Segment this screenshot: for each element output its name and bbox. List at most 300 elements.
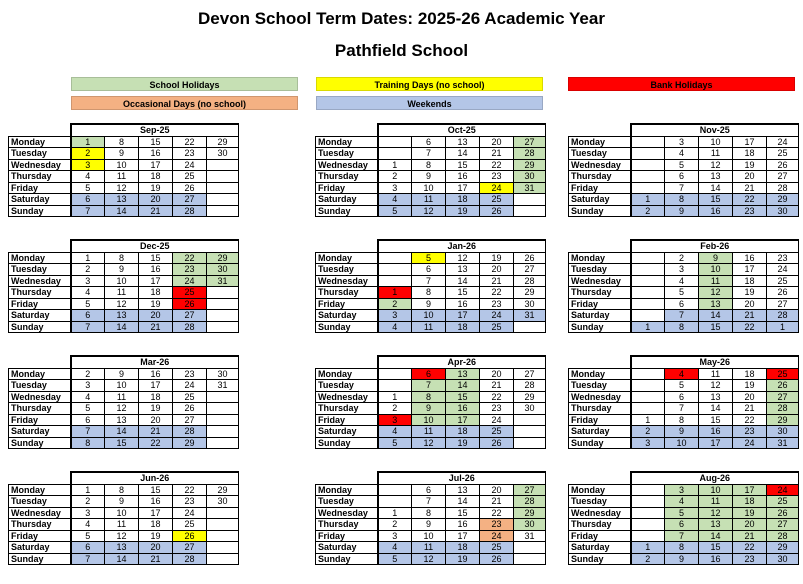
date-cell: 25 [173,171,207,183]
date-cell: 28 [767,182,799,194]
day-label: Friday [316,298,378,310]
date-cell: 27 [767,519,799,531]
date-cell [207,437,239,449]
date-cell: 7 [665,403,699,415]
day-label: Wednesday [9,507,71,519]
date-cell: 14 [446,148,480,160]
date-cell: 14 [105,553,139,565]
date-cell: 9 [665,426,699,438]
date-cell: 11 [699,148,733,160]
date-cell: 22 [480,391,514,403]
date-cell: 7 [71,321,105,333]
month-header: Jun-26 [71,472,239,484]
day-label: Sunday [316,205,378,217]
date-cell: 4 [378,542,412,554]
date-cell: 2 [631,426,665,438]
date-cell: 12 [699,287,733,299]
date-cell: 30 [207,368,239,380]
date-cell: 27 [767,298,799,310]
month-table-aug-26 [568,471,799,565]
day-label: Monday [9,368,71,380]
date-cell: 20 [480,484,514,496]
date-cell [207,426,239,438]
date-cell: 7 [71,426,105,438]
day-label: Monday [569,368,631,380]
date-cell: 25 [480,194,514,206]
date-cell [514,426,546,438]
date-cell: 23 [173,264,207,276]
date-cell: 2 [631,553,665,565]
date-cell: 3 [665,136,699,148]
date-cell: 15 [446,507,480,519]
date-cell: 14 [446,496,480,508]
day-label: Tuesday [569,264,631,276]
date-cell: 6 [71,542,105,554]
day-label: Saturday [316,310,378,322]
date-cell [514,542,546,554]
date-cell: 30 [514,519,546,531]
date-cell: 29 [767,194,799,206]
date-cell: 21 [733,530,767,542]
date-cell [207,553,239,565]
date-cell: 6 [665,391,699,403]
date-cell: 21 [139,205,173,217]
date-cell: 24 [480,310,514,322]
day-label: Tuesday [569,148,631,160]
date-cell: 2 [665,252,699,264]
date-cell [207,507,239,519]
date-cell: 15 [139,252,173,264]
date-cell: 24 [173,159,207,171]
date-cell: 21 [480,275,514,287]
date-cell: 2 [71,264,105,276]
date-cell: 23 [480,403,514,415]
date-cell: 19 [446,437,480,449]
date-cell: 10 [665,437,699,449]
date-cell: 1 [631,542,665,554]
date-cell: 15 [105,437,139,449]
date-cell [631,519,665,531]
date-cell: 16 [139,368,173,380]
date-cell: 4 [378,426,412,438]
date-cell: 1 [378,159,412,171]
date-cell: 20 [733,391,767,403]
day-label: Tuesday [316,380,378,392]
date-cell: 20 [139,310,173,322]
date-cell: 30 [767,553,799,565]
month-table-jan-26 [315,239,546,333]
date-cell: 14 [105,321,139,333]
date-cell: 16 [733,252,767,264]
date-cell: 24 [480,530,514,542]
date-cell: 26 [173,182,207,194]
date-cell: 25 [767,148,799,160]
date-cell [207,403,239,415]
date-cell: 19 [733,159,767,171]
date-cell: 10 [412,182,446,194]
date-cell: 29 [514,507,546,519]
date-cell [207,310,239,322]
date-cell: 8 [105,136,139,148]
date-cell: 1 [71,484,105,496]
date-cell [631,252,665,264]
date-cell: 14 [446,380,480,392]
date-cell: 8 [412,287,446,299]
date-cell: 29 [514,159,546,171]
date-cell: 30 [767,205,799,217]
day-label: Thursday [569,519,631,531]
date-cell: 27 [514,484,546,496]
date-cell: 24 [173,380,207,392]
date-cell: 21 [139,321,173,333]
date-cell: 4 [665,368,699,380]
day-label: Thursday [316,403,378,415]
date-cell: 6 [412,136,446,148]
header-spacer [569,356,631,368]
date-cell [631,310,665,322]
date-cell: 5 [71,530,105,542]
day-label: Monday [9,136,71,148]
date-cell: 5 [412,252,446,264]
date-cell: 13 [105,310,139,322]
date-cell: 26 [480,205,514,217]
date-cell: 21 [139,553,173,565]
date-cell: 18 [139,391,173,403]
school-name: Pathfield School [334,41,469,60]
date-cell: 19 [139,530,173,542]
date-cell: 5 [378,553,412,565]
date-cell: 3 [71,159,105,171]
date-cell: 24 [480,414,514,426]
date-cell [631,171,665,183]
date-cell: 3 [665,264,699,276]
date-cell: 14 [699,182,733,194]
date-cell: 3 [71,380,105,392]
date-cell: 4 [665,496,699,508]
date-cell: 17 [733,484,767,496]
date-cell: 18 [446,542,480,554]
date-cell: 13 [105,194,139,206]
day-label: Sunday [569,437,631,449]
date-cell: 21 [480,496,514,508]
month-table-mar-26 [8,355,239,449]
date-cell: 22 [480,287,514,299]
date-cell: 9 [105,496,139,508]
date-cell: 31 [514,530,546,542]
date-cell: 25 [767,275,799,287]
legend-weekends: Weekends [316,96,543,110]
day-label: Wednesday [569,159,631,171]
day-label: Monday [569,252,631,264]
date-cell: 6 [665,171,699,183]
date-cell: 30 [514,298,546,310]
month-table-may-26 [568,355,799,449]
date-cell: 11 [412,321,446,333]
date-cell: 12 [412,205,446,217]
date-cell: 5 [378,437,412,449]
date-cell: 5 [378,205,412,217]
date-cell: 12 [412,553,446,565]
date-cell: 2 [71,368,105,380]
date-cell: 11 [699,275,733,287]
month-table-nov-25 [568,123,799,217]
day-label: Wednesday [569,507,631,519]
date-cell: 30 [207,496,239,508]
date-cell: 6 [412,368,446,380]
date-cell: 13 [699,171,733,183]
date-cell: 29 [207,484,239,496]
date-cell: 31 [207,275,239,287]
date-cell: 16 [139,496,173,508]
date-cell: 8 [412,159,446,171]
date-cell: 25 [767,496,799,508]
legend-bank-holidays: Bank Holidays [568,77,795,91]
day-label: Tuesday [9,264,71,276]
date-cell: 15 [446,391,480,403]
date-cell: 23 [767,252,799,264]
date-cell: 26 [767,287,799,299]
date-cell: 4 [71,287,105,299]
date-cell: 9 [665,205,699,217]
date-cell: 1 [631,321,665,333]
date-cell: 3 [71,275,105,287]
day-label: Tuesday [9,148,71,160]
date-cell: 20 [139,194,173,206]
date-cell: 19 [139,403,173,415]
date-cell [207,542,239,554]
date-cell: 13 [699,298,733,310]
date-cell [631,391,665,403]
date-cell: 6 [665,298,699,310]
date-cell: 8 [665,414,699,426]
date-cell: 24 [767,484,799,496]
date-cell: 21 [480,380,514,392]
date-cell: 10 [699,484,733,496]
date-cell: 29 [514,287,546,299]
day-label: Thursday [316,171,378,183]
date-cell: 18 [733,275,767,287]
date-cell: 15 [699,321,733,333]
date-cell: 16 [446,171,480,183]
date-cell: 17 [699,437,733,449]
month-table-dec-25 [8,239,239,333]
month-header: Feb-26 [631,240,799,252]
day-label: Friday [569,182,631,194]
date-cell: 7 [665,182,699,194]
date-cell: 31 [514,182,546,194]
date-cell [378,148,412,160]
date-cell: 26 [767,380,799,392]
date-cell [631,148,665,160]
day-label: Saturday [569,542,631,554]
date-cell: 1 [631,414,665,426]
date-cell: 13 [446,368,480,380]
date-cell [631,368,665,380]
month-header: Jul-26 [378,472,546,484]
day-label: Sunday [316,321,378,333]
date-cell: 16 [699,426,733,438]
date-cell [207,171,239,183]
date-cell [207,321,239,333]
day-label: Thursday [9,171,71,183]
date-cell: 17 [139,159,173,171]
date-cell: 21 [480,148,514,160]
date-cell: 2 [71,496,105,508]
day-label: Friday [9,182,71,194]
date-cell: 2 [631,205,665,217]
date-cell: 8 [665,194,699,206]
date-cell: 30 [767,426,799,438]
date-cell: 29 [207,136,239,148]
date-cell [631,159,665,171]
day-label: Saturday [9,542,71,554]
date-cell: 13 [446,136,480,148]
date-cell: 9 [412,403,446,415]
date-cell: 23 [733,553,767,565]
date-cell: 31 [207,380,239,392]
date-cell: 6 [412,264,446,276]
day-label: Monday [569,136,631,148]
date-cell: 4 [378,321,412,333]
date-cell [631,182,665,194]
date-cell: 2 [71,148,105,160]
date-cell [631,496,665,508]
date-cell: 10 [412,530,446,542]
date-cell: 9 [699,252,733,264]
date-cell: 4 [71,391,105,403]
date-cell: 31 [514,310,546,322]
date-cell: 17 [139,380,173,392]
day-label: Monday [316,252,378,264]
date-cell: 21 [733,182,767,194]
date-cell: 18 [733,368,767,380]
date-cell: 10 [699,136,733,148]
date-cell: 10 [105,275,139,287]
month-header: Aug-26 [631,472,799,484]
date-cell [207,519,239,531]
date-cell: 18 [139,287,173,299]
day-label: Saturday [316,194,378,206]
day-label: Friday [316,530,378,542]
date-cell: 23 [480,298,514,310]
day-label: Thursday [9,519,71,531]
day-label: Wednesday [9,159,71,171]
date-cell: 23 [480,519,514,531]
date-cell: 28 [173,205,207,217]
date-cell: 17 [733,264,767,276]
date-cell: 4 [71,171,105,183]
day-label: Saturday [316,426,378,438]
date-cell: 10 [412,310,446,322]
date-cell: 17 [446,310,480,322]
day-label: Friday [569,298,631,310]
date-cell: 28 [514,148,546,160]
month-header: Oct-25 [378,124,546,136]
day-label: Tuesday [9,380,71,392]
header-spacer [569,124,631,136]
date-cell: 28 [514,275,546,287]
date-cell: 17 [733,136,767,148]
day-label: Tuesday [9,496,71,508]
date-cell [631,136,665,148]
day-label: Tuesday [569,380,631,392]
date-cell [631,530,665,542]
day-label: Monday [9,252,71,264]
date-cell: 11 [412,542,446,554]
date-cell: 12 [446,252,480,264]
date-cell: 4 [665,148,699,160]
date-cell: 7 [412,275,446,287]
date-cell: 23 [173,148,207,160]
day-label: Tuesday [316,148,378,160]
date-cell [207,205,239,217]
date-cell: 1 [767,321,799,333]
date-cell: 23 [173,368,207,380]
legend-training-days: Training Days (no school) [316,77,543,91]
date-cell: 3 [378,530,412,542]
date-cell: 22 [733,321,767,333]
date-cell [631,298,665,310]
date-cell: 15 [139,136,173,148]
date-cell: 14 [105,205,139,217]
date-cell: 19 [446,553,480,565]
date-cell: 26 [173,298,207,310]
date-cell: 17 [446,414,480,426]
date-cell: 16 [446,403,480,415]
day-label: Friday [569,414,631,426]
day-label: Sunday [569,205,631,217]
date-cell: 20 [139,414,173,426]
date-cell: 27 [767,391,799,403]
day-label: Wednesday [569,391,631,403]
date-cell: 29 [173,437,207,449]
date-cell: 2 [378,403,412,415]
date-cell: 25 [767,368,799,380]
date-cell: 13 [105,414,139,426]
date-cell: 6 [665,519,699,531]
date-cell: 10 [699,264,733,276]
date-cell: 25 [173,391,207,403]
date-cell: 7 [412,148,446,160]
date-cell: 27 [173,310,207,322]
day-label: Wednesday [9,391,71,403]
date-cell: 18 [733,148,767,160]
date-cell: 17 [446,182,480,194]
day-label: Friday [316,414,378,426]
date-cell: 20 [480,136,514,148]
legend-occasional-days: Occasional Days (no school) [71,96,298,110]
date-cell: 13 [699,391,733,403]
day-label: Tuesday [316,496,378,508]
date-cell: 23 [173,496,207,508]
date-cell: 23 [733,426,767,438]
date-cell: 19 [139,298,173,310]
date-cell: 6 [71,414,105,426]
day-label: Saturday [569,426,631,438]
date-cell: 16 [139,264,173,276]
date-cell: 25 [173,287,207,299]
date-cell: 6 [71,194,105,206]
month-header: Sep-25 [71,124,239,136]
month-header: Nov-25 [631,124,799,136]
header-spacer [569,240,631,252]
date-cell: 10 [105,159,139,171]
day-label: Saturday [9,426,71,438]
date-cell [207,194,239,206]
date-cell: 9 [105,148,139,160]
date-cell: 17 [139,275,173,287]
date-cell: 27 [514,368,546,380]
